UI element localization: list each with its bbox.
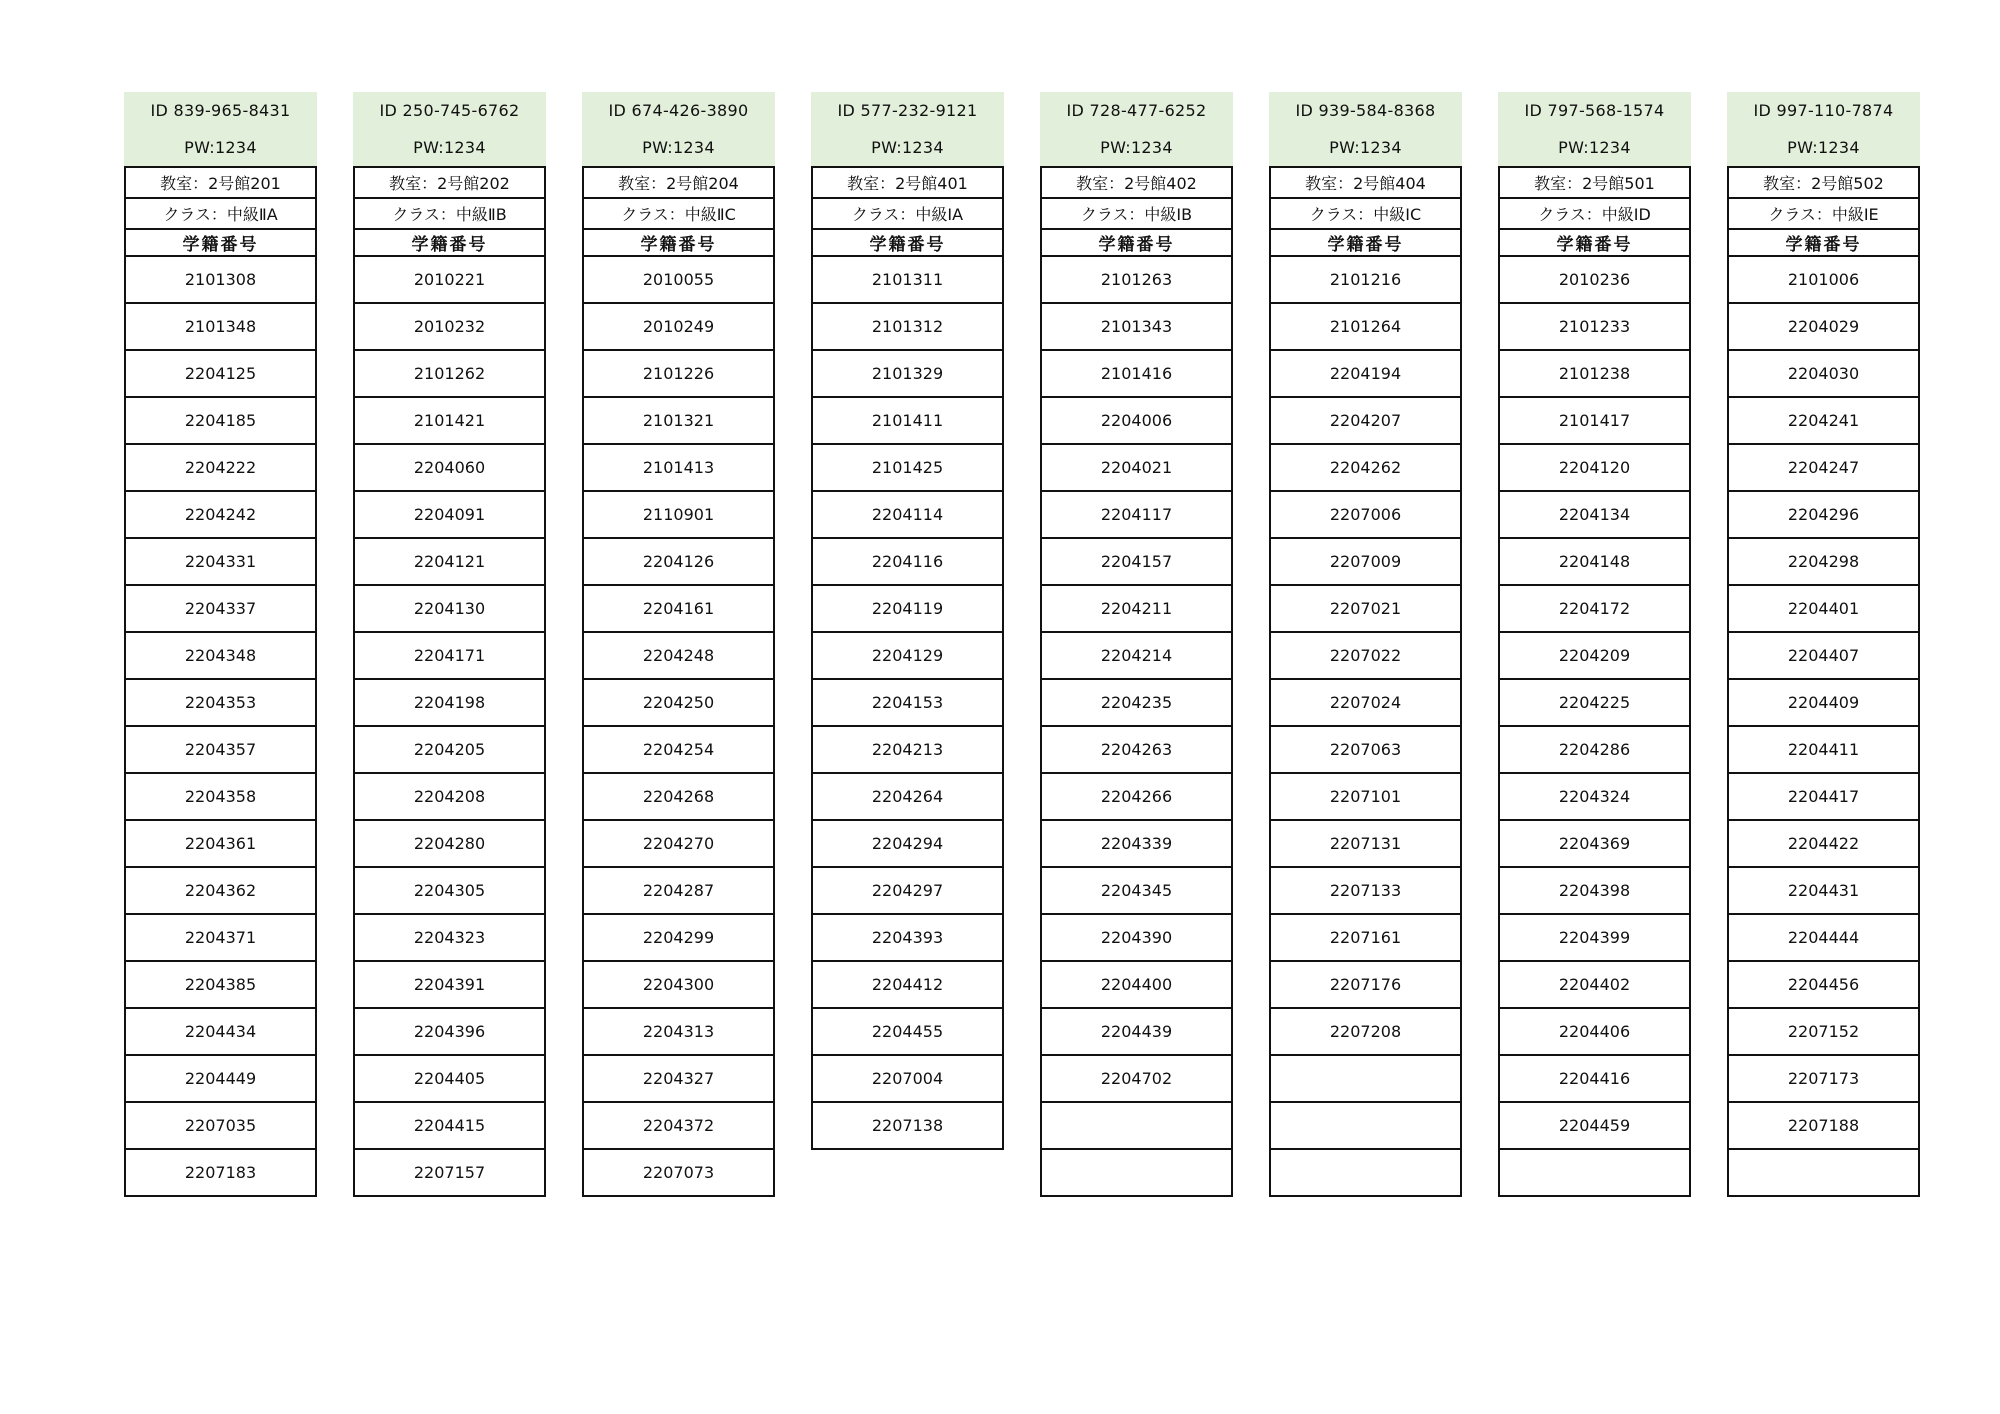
meeting-id: ID 939-584-8368 <box>1295 100 1436 120</box>
empty-cell <box>1729 1150 1918 1197</box>
roster-table <box>353 166 546 1197</box>
roster-table <box>1498 166 1691 1197</box>
class-label: クラス：中級ⅡB <box>355 199 544 230</box>
student-id-cell: 2010055 <box>584 257 773 304</box>
student-id-cell: 2204185 <box>126 398 315 445</box>
student-id-cell: 2101233 <box>1500 304 1689 351</box>
student-id-cell: 2204449 <box>126 1056 315 1103</box>
student-id-cell: 2204148 <box>1500 539 1689 586</box>
student-id-cell: 2204171 <box>355 633 544 680</box>
meeting-password: PW:1234 <box>184 137 257 157</box>
student-id-cell: 2207152 <box>1729 1009 1918 1056</box>
meeting-id: ID 839-965-8431 <box>150 100 291 120</box>
student-id-cell: 2207101 <box>1271 774 1460 821</box>
student-id-cell: 2101348 <box>126 304 315 351</box>
student-id-cell: 2204372 <box>584 1103 773 1150</box>
roster-table <box>582 166 775 1197</box>
student-id-cell: 2207173 <box>1729 1056 1918 1103</box>
student-id-column-header: 学籍番号 <box>584 230 773 257</box>
student-id-cell: 2204268 <box>584 774 773 821</box>
student-id-cell: 2204006 <box>1042 398 1231 445</box>
student-id-cell: 2010236 <box>1500 257 1689 304</box>
student-id-cell: 2204297 <box>813 868 1002 915</box>
student-id-cell: 2207035 <box>126 1103 315 1150</box>
student-id-cell: 2204263 <box>1042 727 1231 774</box>
meeting-credentials <box>1498 92 1691 166</box>
student-id-cell: 2010249 <box>584 304 773 351</box>
meeting-password: PW:1234 <box>642 137 715 157</box>
session-column <box>124 92 317 1197</box>
student-id-cell: 2204172 <box>1500 586 1689 633</box>
student-id-cell: 2204362 <box>126 868 315 915</box>
student-id-cell: 2207188 <box>1729 1103 1918 1150</box>
student-id-cell: 2204130 <box>355 586 544 633</box>
student-id-cell: 2204401 <box>1729 586 1918 633</box>
student-id-cell: 2204434 <box>126 1009 315 1056</box>
student-id-cell: 2204361 <box>126 821 315 868</box>
class-label: クラス：中級ⅠB <box>1042 199 1231 230</box>
session-column <box>811 92 1004 1150</box>
student-id-cell: 2101262 <box>355 351 544 398</box>
student-id-cell: 2204208 <box>355 774 544 821</box>
student-id-cell: 2204331 <box>126 539 315 586</box>
student-id-cell: 2101312 <box>813 304 1002 351</box>
meeting-id: ID 250-745-6762 <box>379 100 520 120</box>
student-id-cell: 2101321 <box>584 398 773 445</box>
student-id-cell: 2207009 <box>1271 539 1460 586</box>
empty-cell <box>1271 1150 1460 1197</box>
room-label: 教室：2号館202 <box>355 168 544 199</box>
student-id-cell: 2204280 <box>355 821 544 868</box>
student-id-cell: 2207022 <box>1271 633 1460 680</box>
student-id-cell: 2204405 <box>355 1056 544 1103</box>
student-id-cell: 2204339 <box>1042 821 1231 868</box>
student-id-cell: 2207073 <box>584 1150 773 1197</box>
student-id-cell: 2204371 <box>126 915 315 962</box>
student-id-cell: 2204422 <box>1729 821 1918 868</box>
student-id-cell: 2204327 <box>584 1056 773 1103</box>
student-id-cell: 2204439 <box>1042 1009 1231 1056</box>
roster-table <box>1269 166 1462 1197</box>
class-label: クラス：中級ⅠC <box>1271 199 1460 230</box>
student-id-cell: 2204393 <box>813 915 1002 962</box>
meeting-id: ID 577-232-9121 <box>837 100 978 120</box>
student-id-cell: 2101343 <box>1042 304 1231 351</box>
meeting-id: ID 728-477-6252 <box>1066 100 1207 120</box>
student-id-cell: 2204385 <box>126 962 315 1009</box>
student-id-cell: 2204205 <box>355 727 544 774</box>
student-id-cell: 2204241 <box>1729 398 1918 445</box>
empty-cell <box>1500 1150 1689 1197</box>
class-label: クラス：中級ⅡC <box>584 199 773 230</box>
room-label: 教室：2号館501 <box>1500 168 1689 199</box>
student-id-cell: 2101263 <box>1042 257 1231 304</box>
student-id-cell: 2204400 <box>1042 962 1231 1009</box>
roster-table <box>124 166 317 1197</box>
student-id-cell: 2101006 <box>1729 257 1918 304</box>
student-id-cell: 2204129 <box>813 633 1002 680</box>
student-id-cell: 2207133 <box>1271 868 1460 915</box>
student-id-cell: 2204390 <box>1042 915 1231 962</box>
class-label: クラス：中級ⅠD <box>1500 199 1689 230</box>
student-id-cell: 2101413 <box>584 445 773 492</box>
student-id-cell: 2101264 <box>1271 304 1460 351</box>
student-id-cell: 2204116 <box>813 539 1002 586</box>
student-id-cell: 2204313 <box>584 1009 773 1056</box>
student-id-cell: 2204456 <box>1729 962 1918 1009</box>
student-id-cell: 2204299 <box>584 915 773 962</box>
student-id-cell: 2204411 <box>1729 727 1918 774</box>
session-column <box>582 92 775 1197</box>
roster-table <box>811 166 1004 1150</box>
meeting-credentials <box>1040 92 1233 166</box>
student-id-cell: 2204211 <box>1042 586 1231 633</box>
student-id-column-header: 学籍番号 <box>1042 230 1231 257</box>
student-id-cell: 2204296 <box>1729 492 1918 539</box>
student-id-column-header: 学籍番号 <box>126 230 315 257</box>
student-id-cell: 2204091 <box>355 492 544 539</box>
meeting-credentials <box>811 92 1004 166</box>
meeting-password: PW:1234 <box>413 137 486 157</box>
student-id-cell: 2204409 <box>1729 680 1918 727</box>
student-id-cell: 2204247 <box>1729 445 1918 492</box>
meeting-password: PW:1234 <box>1100 137 1173 157</box>
student-id-column-header: 学籍番号 <box>355 230 544 257</box>
student-id-cell: 2101308 <box>126 257 315 304</box>
student-id-cell: 2101425 <box>813 445 1002 492</box>
student-id-cell: 2204407 <box>1729 633 1918 680</box>
student-id-cell: 2101216 <box>1271 257 1460 304</box>
student-id-cell: 2204702 <box>1042 1056 1231 1103</box>
meeting-password: PW:1234 <box>1558 137 1631 157</box>
student-id-cell: 2207024 <box>1271 680 1460 727</box>
empty-cell <box>1042 1150 1231 1197</box>
student-id-cell: 2204287 <box>584 868 773 915</box>
student-id-cell: 2204250 <box>584 680 773 727</box>
student-id-cell: 2204300 <box>584 962 773 1009</box>
student-id-cell: 2204021 <box>1042 445 1231 492</box>
meeting-password: PW:1234 <box>1787 137 1860 157</box>
student-id-cell: 2204444 <box>1729 915 1918 962</box>
student-id-cell: 2204121 <box>355 539 544 586</box>
student-id-cell: 2204248 <box>584 633 773 680</box>
student-id-cell: 2010232 <box>355 304 544 351</box>
student-id-cell: 2204222 <box>126 445 315 492</box>
student-id-cell: 2204207 <box>1271 398 1460 445</box>
student-id-cell: 2204235 <box>1042 680 1231 727</box>
student-id-cell: 2204358 <box>126 774 315 821</box>
student-id-column-header: 学籍番号 <box>1729 230 1918 257</box>
student-id-cell: 2101329 <box>813 351 1002 398</box>
student-id-cell: 2204029 <box>1729 304 1918 351</box>
student-id-cell: 2204242 <box>126 492 315 539</box>
student-id-cell: 2204416 <box>1500 1056 1689 1103</box>
student-id-cell: 2204119 <box>813 586 1002 633</box>
student-id-cell: 2204209 <box>1500 633 1689 680</box>
empty-cell <box>1271 1103 1460 1150</box>
student-id-cell: 2204459 <box>1500 1103 1689 1150</box>
session-column <box>1040 92 1233 1197</box>
session-column <box>1269 92 1462 1197</box>
roster-table <box>1040 166 1233 1197</box>
student-id-cell: 2204060 <box>355 445 544 492</box>
room-label: 教室：2号館402 <box>1042 168 1231 199</box>
student-id-cell: 2204270 <box>584 821 773 868</box>
student-id-cell: 2204153 <box>813 680 1002 727</box>
student-id-cell: 2204161 <box>584 586 773 633</box>
student-id-cell: 2207208 <box>1271 1009 1460 1056</box>
class-label: クラス：中級ⅡA <box>126 199 315 230</box>
meeting-credentials <box>582 92 775 166</box>
student-id-cell: 2204398 <box>1500 868 1689 915</box>
student-id-cell: 2101226 <box>584 351 773 398</box>
student-id-cell: 2204198 <box>355 680 544 727</box>
room-label: 教室：2号館401 <box>813 168 1002 199</box>
student-id-cell: 2204402 <box>1500 962 1689 1009</box>
student-id-column-header: 学籍番号 <box>1271 230 1460 257</box>
student-id-cell: 2204266 <box>1042 774 1231 821</box>
student-id-cell: 2101238 <box>1500 351 1689 398</box>
student-id-cell: 2204412 <box>813 962 1002 1009</box>
room-label: 教室：2号館204 <box>584 168 773 199</box>
student-id-cell: 2207138 <box>813 1103 1002 1150</box>
student-id-cell: 2101411 <box>813 398 1002 445</box>
meeting-password: PW:1234 <box>871 137 944 157</box>
student-id-cell: 2207004 <box>813 1056 1002 1103</box>
session-column <box>1498 92 1691 1197</box>
student-id-cell: 2207006 <box>1271 492 1460 539</box>
meeting-credentials <box>353 92 546 166</box>
student-id-cell: 2204391 <box>355 962 544 1009</box>
student-id-cell: 2204406 <box>1500 1009 1689 1056</box>
student-id-cell: 2207161 <box>1271 915 1460 962</box>
student-id-cell: 2204399 <box>1500 915 1689 962</box>
student-id-cell: 2204396 <box>355 1009 544 1056</box>
student-id-cell: 2204262 <box>1271 445 1460 492</box>
room-label: 教室：2号館201 <box>126 168 315 199</box>
student-id-cell: 2204369 <box>1500 821 1689 868</box>
meeting-credentials <box>124 92 317 166</box>
student-id-cell: 2101421 <box>355 398 544 445</box>
student-id-cell: 2207021 <box>1271 586 1460 633</box>
student-id-cell: 2207063 <box>1271 727 1460 774</box>
meeting-password: PW:1234 <box>1329 137 1402 157</box>
meeting-id: ID 997-110-7874 <box>1753 100 1894 120</box>
class-label: クラス：中級ⅠA <box>813 199 1002 230</box>
student-id-cell: 2101416 <box>1042 351 1231 398</box>
meeting-credentials <box>1727 92 1920 166</box>
student-id-cell: 2204298 <box>1729 539 1918 586</box>
meeting-credentials <box>1269 92 1462 166</box>
meeting-id: ID 797-568-1574 <box>1524 100 1665 120</box>
student-id-cell: 2207176 <box>1271 962 1460 1009</box>
student-id-cell: 2204157 <box>1042 539 1231 586</box>
class-label: クラス：中級ⅠE <box>1729 199 1918 230</box>
student-id-cell: 2204214 <box>1042 633 1231 680</box>
student-id-cell: 2204357 <box>126 727 315 774</box>
student-id-cell: 2204117 <box>1042 492 1231 539</box>
student-id-cell: 2207183 <box>126 1150 315 1197</box>
student-id-cell: 2204134 <box>1500 492 1689 539</box>
student-id-cell: 2204120 <box>1500 445 1689 492</box>
student-id-cell: 2204030 <box>1729 351 1918 398</box>
student-id-cell: 2204353 <box>126 680 315 727</box>
student-id-cell: 2204431 <box>1729 868 1918 915</box>
student-id-cell: 2101311 <box>813 257 1002 304</box>
student-id-cell: 2204213 <box>813 727 1002 774</box>
student-id-cell: 2101417 <box>1500 398 1689 445</box>
session-column <box>353 92 546 1197</box>
student-id-cell: 2204417 <box>1729 774 1918 821</box>
student-id-cell: 2204305 <box>355 868 544 915</box>
student-id-cell: 2204194 <box>1271 351 1460 398</box>
student-id-cell: 2204286 <box>1500 727 1689 774</box>
student-id-cell: 2204254 <box>584 727 773 774</box>
room-label: 教室：2号館404 <box>1271 168 1460 199</box>
student-id-cell: 2204126 <box>584 539 773 586</box>
student-id-cell: 2204294 <box>813 821 1002 868</box>
student-id-cell: 2204323 <box>355 915 544 962</box>
student-id-cell: 2204324 <box>1500 774 1689 821</box>
student-id-cell: 2207131 <box>1271 821 1460 868</box>
student-id-cell: 2207157 <box>355 1150 544 1197</box>
empty-cell <box>1271 1056 1460 1103</box>
student-id-cell: 2010221 <box>355 257 544 304</box>
student-id-cell: 2110901 <box>584 492 773 539</box>
roster-table <box>1727 166 1920 1197</box>
student-id-cell: 2204337 <box>126 586 315 633</box>
student-id-column-header: 学籍番号 <box>813 230 1002 257</box>
student-id-cell: 2204345 <box>1042 868 1231 915</box>
student-id-cell: 2204348 <box>126 633 315 680</box>
student-id-cell: 2204225 <box>1500 680 1689 727</box>
student-id-cell: 2204415 <box>355 1103 544 1150</box>
student-id-column-header: 学籍番号 <box>1500 230 1689 257</box>
student-id-cell: 2204125 <box>126 351 315 398</box>
room-label: 教室：2号館502 <box>1729 168 1918 199</box>
student-id-cell: 2204455 <box>813 1009 1002 1056</box>
empty-cell <box>1042 1103 1231 1150</box>
student-id-cell: 2204264 <box>813 774 1002 821</box>
meeting-id: ID 674-426-3890 <box>608 100 749 120</box>
student-id-cell: 2204114 <box>813 492 1002 539</box>
session-column <box>1727 92 1920 1197</box>
